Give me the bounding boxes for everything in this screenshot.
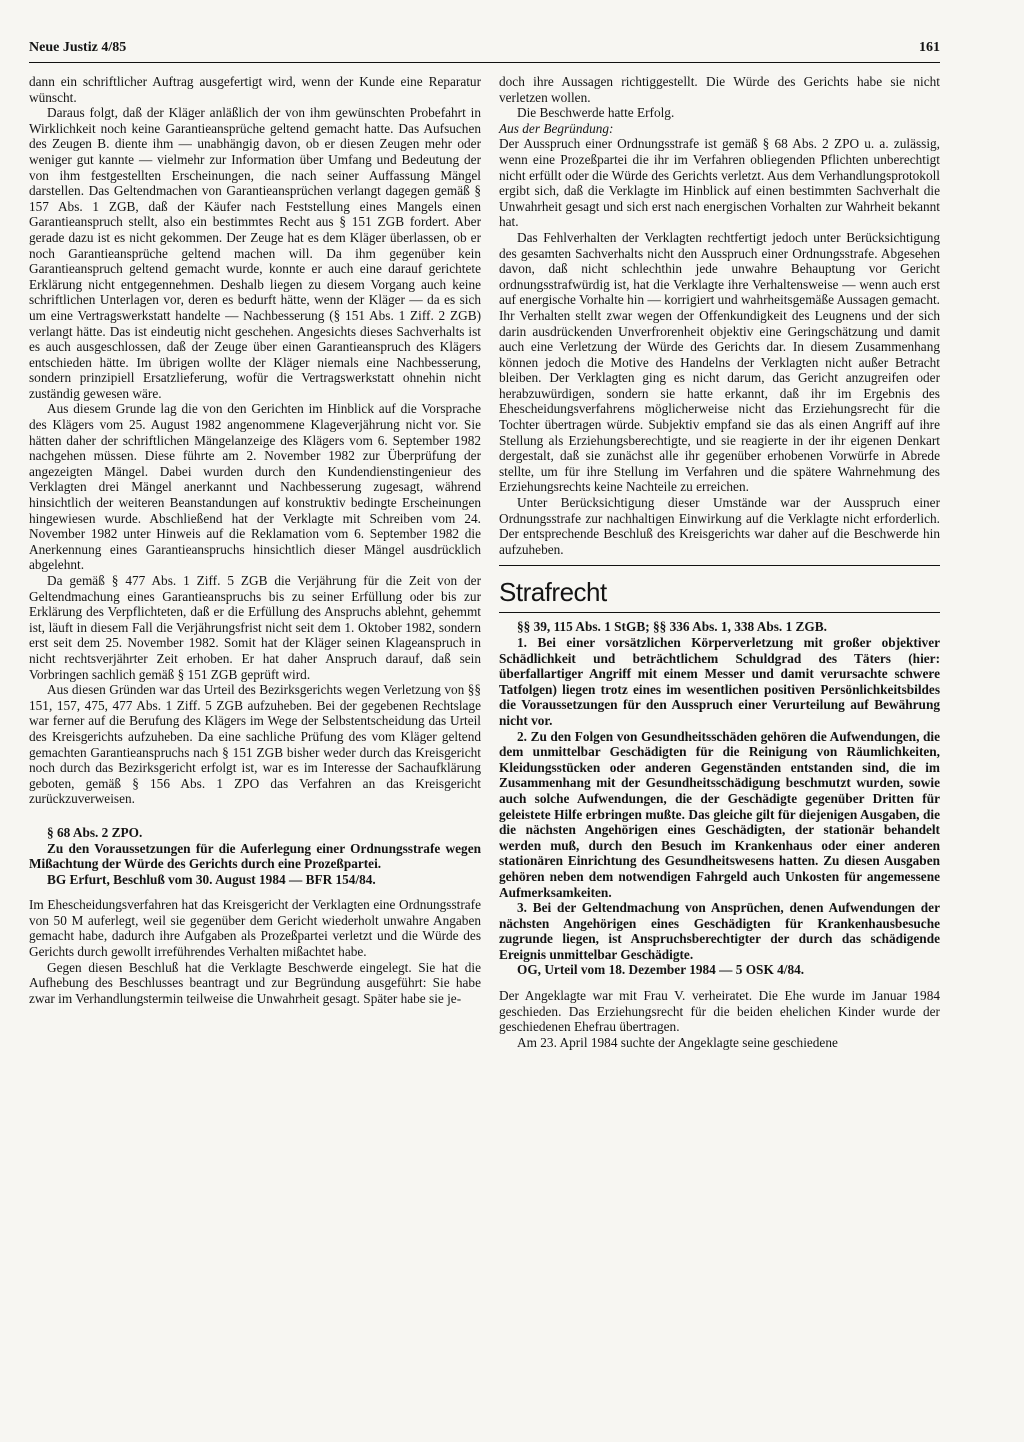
paragraph: Aus diesem Grunde lag die von den Gerichten im Hinblick auf die Vorsprache des Klägers vom 25. August 1982 angenommene Klageverjährung nicht vor. Sie hätten daher der schriftlichen Mängelanzeige des Klägers vom 6. September 1982 nachgehen müssen. Diese führte am 2. November 1982 zur Überprüfung der angezeigten Mängel. Dabei wurden durch den Kundendienstingenieur des Verklagten drei Mängel anerkannt und Nachbesserung zugesagt, während hinsichtlich der weiteren Beanstandungen auf konstruktiv bedingte Erscheinungen hingewiesen wurde. Abschließend hat der Verklagte mit Schreiben vom 24. November 1982 unter Hinweis auf die Reklamation vom 6. September 1982 die Anerkennung eines Garantieanspruchs hinsichtlich dieser Mängel ausdrücklich abgelehnt. — [29, 401, 481, 573]
section-rule — [499, 565, 940, 566]
case-citation: OG, Urteil vom 18. Dezember 1984 — 5 OSK 4/84. — [517, 962, 805, 978]
spacer — [29, 807, 481, 825]
page-header — [29, 40, 940, 62]
case-norm: § 68 Abs. 2 ZPO. — [47, 824, 143, 840]
paragraph: Aus diesen Gründen war das Urteil des Bezirksgerichts wegen Verletzung von §§ 151, 157, 475, 477 Abs. 1 Ziff. 5 ZGB aufzuheben. Bei der gegebenen Rechtslage war ferner auf die Berufung des Klägers im Wege der Selbstentscheidung das Urteil des Kreisgerichts aufzuheben. Da eine sachliche Prüfung des vom Kläger geltend gemachten Garantieanspruchs nach § 151 ZGB bisher weder durch das Kreisgericht noch durch das Bezirksgericht erfolgt ist, war es im Interesse der Sachaufklärung geboten, gemäß § 156 Abs. 1 ZPO das Verfahren an das Kreisgericht zurückzuverweisen. — [29, 682, 481, 807]
left-column — [29, 74, 481, 1006]
paragraph: Der Angeklagte war mit Frau V. verheiratet. Die Ehe wurde im Januar 1984 geschieden. Das Erziehungsrecht für die beiden ehelichen Kinder wurde der geschiedenen Ehefrau übertragen. — [499, 988, 940, 1035]
journal-issue: Neue Justiz 4/85 — [29, 40, 127, 55]
section-title: Strafrecht — [499, 576, 940, 613]
spacer — [499, 978, 940, 988]
header-rule — [29, 62, 940, 63]
headnote-point: 3. Bei der Geltendmachung von Ansprüchen, denen Aufwendungen der nächsten Angehörigen eines Geschädigten für Krankenhausbesuche zugrunde liegen, ist Anspruchsberechtigter der durch das schädigende Ereignis unmittelbar Geschädigte. — [499, 900, 940, 962]
paragraph: Die Beschwerde hatte Erfolg. — [517, 105, 675, 121]
paragraph: Unter Berücksichtigung dieser Umstände war der Ausspruch einer Ordnungsstrafe zur nachhaltigen Einwirkung auf die Verklagte nicht erforderlich. Der entsprechende Beschluß des Kreisgerichts war daher auf die Beschwerde hin aufzuheben. — [499, 495, 940, 557]
paragraph: Daraus folgt, daß der Kläger anläßlich der von ihm gewünschten Probefahrt in Wirklichkeit noch keine Garantieansprüche geltend gemacht hatte. Das Aufsuchen des Zeugen B. diente ihm — unabhängig davon, ob er diesen Zeugen mehr oder weniger gut kannte — vielmehr zur Information über Umfang und Bedeutung der von ihm festgestellten Erscheinungen, die nach seiner Auffassung Mängel darstellen. Das Geltendmachen von Garantieansprüchen verlangt dagegen gemäß § 157 Abs. 1 ZGB, daß der Käufer nach Feststellung eines Mangels einen Garantieanspruch stellt, also ein bestimmtes Recht aus § 151 ZGB fordert. Aber gerade dazu ist es nicht gekommen. Der Zeuge hat es dem Kläger überlassen, ob er noch Garantieansprüche geltend machen will. Da ihm gegenüber kein Garantieanspruch geltend gemacht wurde, konnte er auch eine darauf gerichtete Erklärung nicht entgegennehmen. Deshalb liegen zu diesem Vorgang auch keine schriftlichen Unterlagen vor, deren es bedurft hätte, wenn der Kläger — da es sich um eine Vertragswerkstatt handelte — Nachbesserung (§ 151 Abs. 1 Ziff. 2 ZGB) verlangt hätte. Das ist eindeutig nicht geschehen. Angesichts dieses Sachverhalts ist es auch ausgeschlossen, daß der Zeuge über einen Garantieanspruch des Klägers entschieden hätte. Im übrigen wollte der Kläger niemals eine Nachbesserung, sondern prinzipiell Ersatzlieferung, wofür die Vertragswerkstatt ohnehin nicht zuständig gewesen wäre. — [29, 105, 481, 401]
paragraph: Der Ausspruch einer Ordnungsstrafe ist gemäß § 68 Abs. 2 ZPO u. a. zulässig, wenn eine Prozeßpartei die ihr im Verfahren obliegenden Pflichten unberechtigt nicht erfüllt oder die Würde des Gerichts verletzt. Aus dem Verhandlungsprotokoll ergibt sich, daß die Verklagte im Hinblick auf einen bestimmten Sachverhalt die Unwahrheit gesagt und sich erst nach energischen Vorhalten zur Wahrheit bekannt hat. — [499, 136, 940, 230]
paragraph: Das Fehlverhalten der Verklagten rechtfertigt jedoch unter Berücksichtigung des gesamten Sachverhalts nicht den Ausspruch einer Ordnungsstrafe. Abgesehen davon, daß nicht schlechthin jede unwahre Behauptung vor Gericht ordnungsstrafwürdig ist, hat die Verklagte ihre Verhaltensweise — wenn auch erst auf energische Vorhalte hin — korrigiert und wahrheitsgemäße Aussagen gemacht. Ihr Verhalten stellt zwar wegen der Offenkundigkeit des Leugnens und der sich darin ausdrückenden Unverfrorenheit objektiv eine Geringschätzung und damit auch eine Verletzung der Würde des Gerichts dar. In diesem Zusammenhang können jedoch die Motive des Handelns der Verklagten nicht außer Betracht bleiben. Der Verklagten ging es nicht darum, das Gericht anzugreifen oder herabzuwürdigen, sondern sie hatte erkannt, daß ihr im Ergebnis des Ehescheidungsverfahrens möglicherweise nicht das Erziehungsrecht für die Tochter übertragen würde. Subjektiv empfand sie das als einen Angriff auf ihre Stellung als Erziehungsberechtigte, und sie reagierte in der ihr eigenen Denkart dergestalt, daß sie zunächst alle ihr gegenüber erhobenen Vorwürfe in Abrede stellte, um für ihre Stellung im Verfahren und die spätere Wahrnehmung des Erziehungsrechts keine Nachteile zu erreichen. — [499, 229, 940, 495]
page-number: 161 — [919, 40, 940, 55]
paragraph: Im Ehescheidungsverfahren hat das Kreisgericht der Verklagten eine Ordnungsstrafe von 50 M auferlegt, weil sie gegenüber dem Gericht wiederholt unwahre Angaben gemacht habe, dadurch ihre Aufgaben als Prozeßpartei verletzt und die Würde des Gerichts durch gewollt irreführendes Verhalten mißachtet habe. — [29, 897, 481, 960]
reasons-heading: Aus der Begründung: — [499, 120, 614, 136]
right-column — [499, 74, 940, 1050]
headnote-point: 1. Bei einer vorsätzlichen Körperverletzung mit großer objektiver Schädlichkeit und beträchtlichem Schuldgrad des Täters (hier: überfallartiger Angriff mit einem Messer und damit verursachte schwere Tatfolgen) liegen trotz eines im wesentlichen positiven Persönlichkeitsbildes die Voraussetzungen für den Ausspruch einer Verurteilung auf Bewährung nicht vor. — [499, 635, 940, 728]
paragraph: Am 23. April 1984 suchte der Angeklagte seine geschiedene — [517, 1034, 838, 1050]
case-headnote: Zu den Voraussetzungen für die Auferlegung einer Ordnungsstrafe wegen Mißachtung der Würde des Gerichts durch eine Prozeßpartei. — [29, 840, 481, 872]
paragraph: dann ein schriftlicher Auftrag ausgefertigt wird, wenn der Kunde eine Reparatur wünscht. — [29, 74, 481, 105]
paragraph: doch ihre Aussagen richtiggestellt. Die Würde des Gerichts habe sie nicht verletzen wollen. — [499, 74, 940, 105]
paragraph: Da gemäß § 477 Abs. 1 Ziff. 5 ZGB die Verjährung für die Zeit von der Geltendmachung eines Garantieanspruchs bis zu seiner Erfüllung oder bis zur Erklärung des Verpflichteten, daß er die Erfüllung des Anspruchs ablehnt, gehemmt ist, läuft in diesem Fall die Verjährungsfrist nicht seit dem 1. Oktober 1982, sondern erst seit dem 25. November 1982. Somit hat der Kläger seinen Klageanspruch in nicht rechtsverjährter Zeit erhoben. Er hat daher Anspruch darauf, daß sein Vorbringen sachlich gemäß § 151 ZGB geprüft wird. — [29, 573, 481, 682]
paragraph: Gegen diesen Beschluß hat die Verklagte Beschwerde eingelegt. Sie hat die Aufhebung des Beschlusses beantragt und zur Begründung ausgeführt: Sie habe zwar im Verhandlungstermin teilweise die Unwahrheit gesagt. Später habe sie je- — [29, 959, 481, 1006]
spacer — [29, 887, 481, 897]
case-citation: BG Erfurt, Beschluß vom 30. August 1984 — BFR 154/84. — [47, 871, 376, 887]
headnote-point: 2. Zu den Folgen von Gesundheitsschäden gehören die Aufwendungen, die dem unmittelbar Geschädigten für die Reinigung von Räumlichkeiten, Kleidungsstücken oder anderen Gegenständen entstanden sind, die im Zusammenhang mit der Gesundheitsschädigung beschmutzt wurden, sowie auch solche Aufwendungen, die der Geschädigte gegenüber Dritten für geleistete Hilfe erbringen mußte. Das gleiche gilt für diejenigen Ausgaben, die die nächsten Angehörigen eines Geschädigten, der stationär behandelt werden muß, durch den Besuch im Krankenhaus oder einer anderen stationären Einrichtung des Gesundheitswesens hatten. Zu diesen Ausgaben gehören neben dem notwendigen Fahrgeld auch Unkosten für angemessene Aufmerksamkeiten. — [499, 728, 940, 900]
case-norm: §§ 39, 115 Abs. 1 StGB; §§ 336 Abs. 1, 338 Abs. 1 ZGB. — [517, 619, 827, 635]
